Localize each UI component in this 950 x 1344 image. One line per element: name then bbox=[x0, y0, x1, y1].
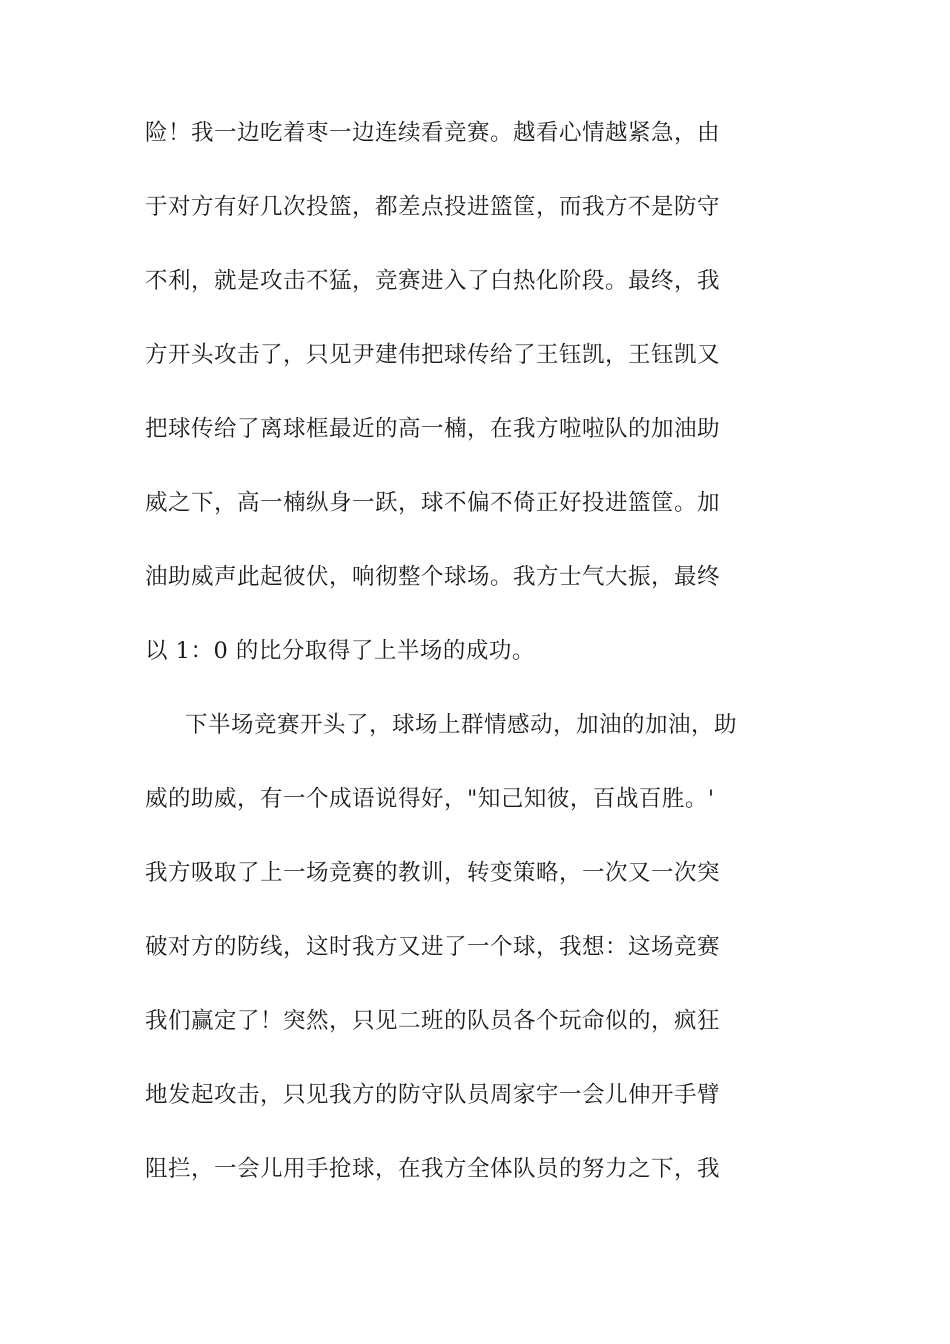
text-line: 于对方有好几次投篮，都差点投进篮筐，而我方不是防守 bbox=[145, 194, 721, 220]
text-line: 破对方的防线，这时我方又进了一个球，我想：这场竞赛 bbox=[145, 934, 721, 960]
text-line: 我方吸取了上一场竞赛的教训，转变策略，一次又一次突 bbox=[145, 860, 721, 886]
text-line: 威之下，高一楠纵身一跃，球不偏不倚正好投进篮筐。加 bbox=[145, 490, 721, 516]
text-line: 方开头攻击了，只见尹建伟把球传给了王钰凯，王钰凯又 bbox=[145, 342, 721, 368]
text-line: 油助威声此起彼伏，响彻整个球场。我方士气大振，最终 bbox=[145, 564, 721, 590]
text-line: 威的助威，有一个成语说得好，"知己知彼，百战百胜。' bbox=[145, 786, 715, 812]
text-line: 我们赢定了！突然，只见二班的队员各个玩命似的，疯狂 bbox=[145, 1008, 721, 1034]
text-line: 险！我一边吃着枣一边连续看竞赛。越看心情越紧急，由 bbox=[145, 120, 721, 146]
text-line: 把球传给了离球框最近的高一楠，在我方啦啦队的加油助 bbox=[145, 416, 721, 442]
text-line: 阻拦，一会儿用手抢球，在我方全体队员的努力之下，我 bbox=[145, 1156, 721, 1182]
paragraph-first-line: 下半场竞赛开头了，球场上群情感动，加油的加油，助 bbox=[185, 712, 738, 738]
text-line: 不利，就是攻击不猛，竞赛进入了白热化阶段。最终，我 bbox=[145, 268, 721, 294]
text-line: 以 1：0 的比分取得了上半场的成功。 bbox=[145, 638, 535, 664]
text-line: 地发起攻击，只见我方的防守队员周家宇一会儿伸开手臂 bbox=[145, 1082, 721, 1108]
